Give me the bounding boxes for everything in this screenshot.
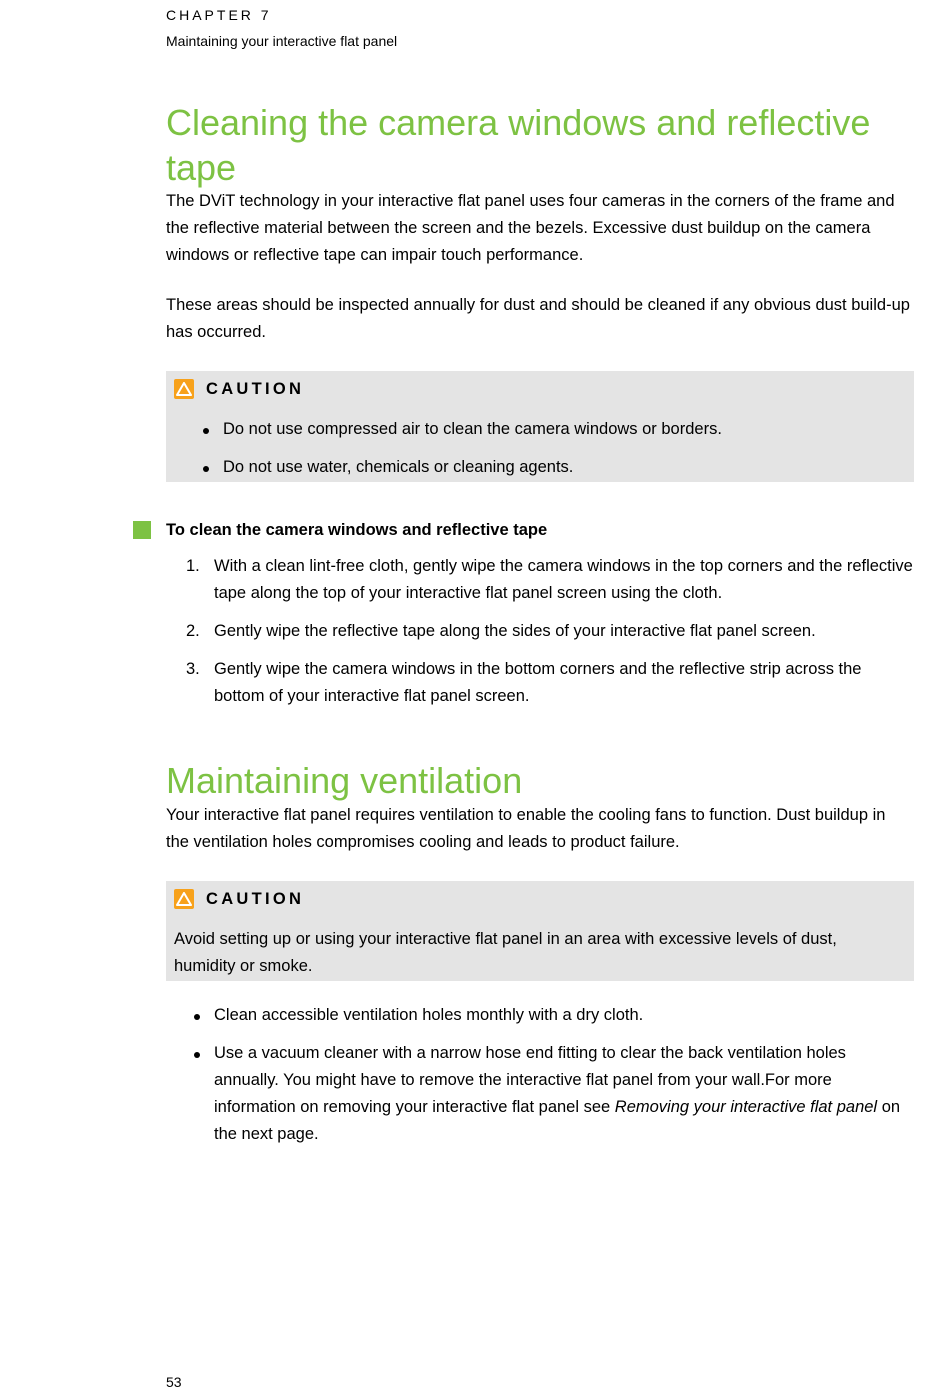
procedure-marker-icon (133, 521, 151, 539)
step-text: With a clean lint-free cloth, gently wipe the camera windows in the top corners and the reflective tape along the top of your interactive flat panel screen using the cloth. (214, 557, 913, 602)
caution-text: Avoid setting up or using your interactive flat panel in an area with excessive levels of dust, humidity or smoke. (174, 930, 837, 975)
chapter-subtitle: Maintaining your interactive flat panel (166, 33, 398, 49)
list-item (214, 1040, 914, 1148)
paragraph: Your interactive flat panel requires ventilation to enable the cooling fans to function. Dust buildup in the ventilation holes compromises cooling and leads to product failure. (166, 806, 886, 851)
step-text: Gently wipe the camera windows in the bottom corners and the reflective strip across the bottom of your interactive flat panel screen. (214, 660, 862, 705)
paragraph: These areas should be inspected annually for dust and should be cleaned if any obvious dust build-up has occurred. (166, 296, 910, 341)
caution-title: CAUTION (206, 379, 305, 398)
list-item-text: on the next page. (214, 1098, 901, 1143)
paragraph: The DViT technology in your interactive flat panel uses four cameras in the corners of the frame and the reflective material between the screen and the bezels. Excessive dust buildup on the camera windows or reflective tape can impair touch performance. (166, 192, 895, 264)
warning-icon (174, 889, 194, 909)
caution-title: CAUTION (206, 889, 305, 908)
step-text: Gently wipe the reflective tape along the sides of your interactive flat panel screen. (214, 622, 816, 640)
caution-header (174, 379, 304, 399)
caution-header (174, 889, 304, 909)
list-item-text: Use a vacuum cleaner with a narrow hose end fitting to clear the back ventilation holes annually. You might have to remove the interactive flat panel from your wall.For more information on removing your interactive flat panel see (214, 1044, 846, 1116)
caution-item: Do not use water, chemicals or cleaning agents. (223, 458, 574, 476)
page-number: 53 (166, 1374, 182, 1390)
caution-box (166, 371, 914, 482)
bullet-icon (203, 466, 209, 472)
step-number: 2. (186, 622, 200, 640)
bullet-icon (194, 1014, 200, 1020)
procedure-title: To clean the camera windows and reflective tape (166, 521, 548, 539)
cross-reference-link[interactable]: Removing your interactive flat panel (614, 1098, 878, 1116)
bullet-icon (194, 1052, 200, 1058)
warning-icon (174, 379, 194, 399)
step-number: 3. (186, 660, 200, 678)
list-item: Clean accessible ventilation holes monthly with a dry cloth. (214, 1006, 644, 1024)
section-heading-cleaning: Cleaning the camera windows and reflective tape (166, 102, 871, 188)
caution-item: Do not use compressed air to clean the camera windows or borders. (223, 420, 722, 438)
step-number: 1. (186, 557, 200, 575)
section-heading-ventilation: Maintaining ventilation (166, 760, 523, 801)
chapter-label: CHAPTER 7 (166, 7, 272, 23)
caution-box (166, 881, 914, 981)
bullet-icon (203, 428, 209, 434)
